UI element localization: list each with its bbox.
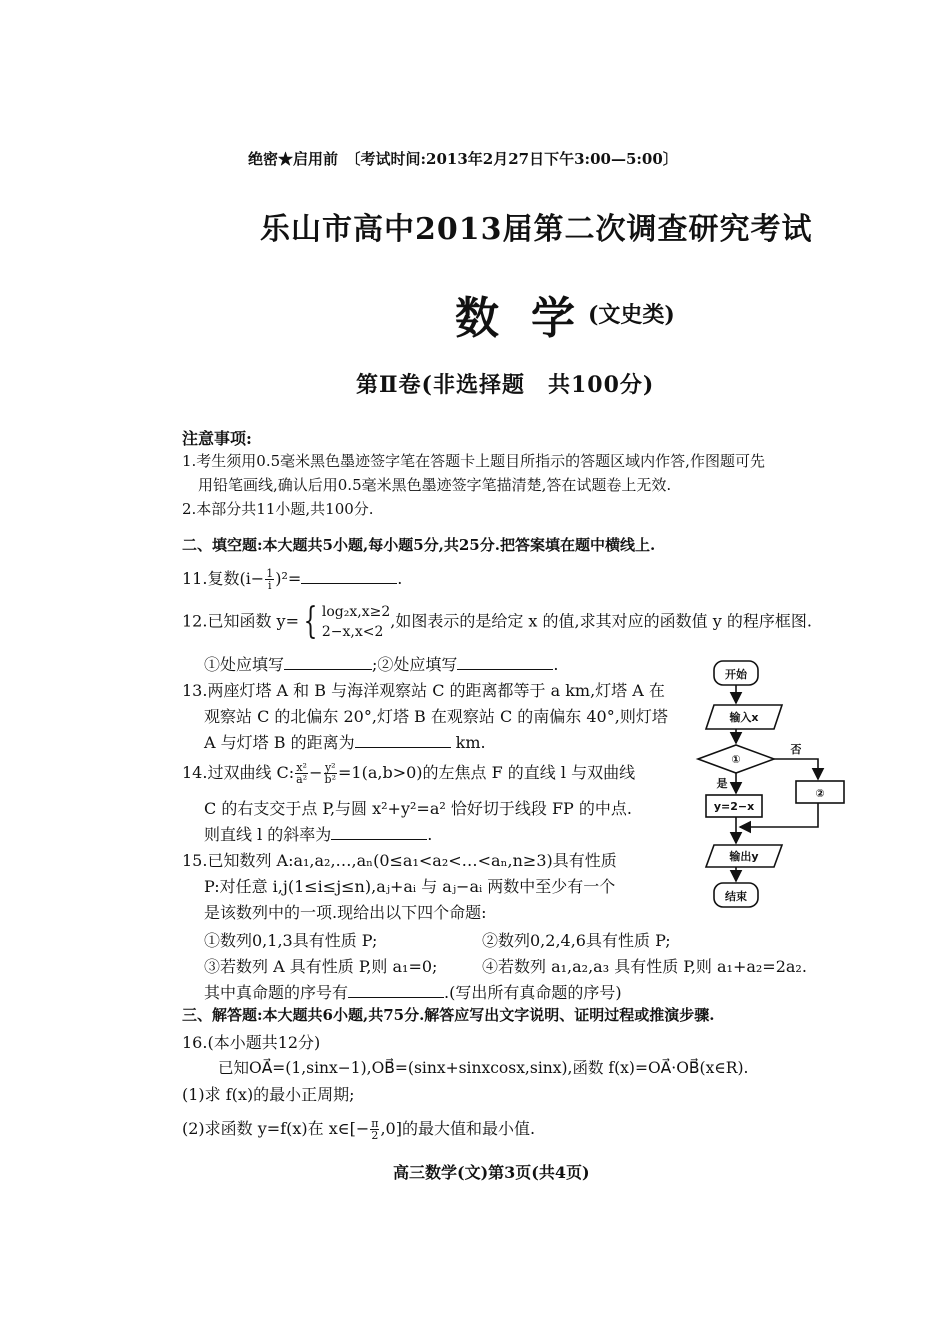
q15-line6b: .(写出所有真命题的序号) xyxy=(444,983,622,1002)
q12-blank-2[interactable] xyxy=(457,655,553,670)
flow-output-label: 输出y xyxy=(729,850,759,863)
q16-frac-num: π xyxy=(371,1117,379,1130)
question-12 xyxy=(182,602,812,642)
q12-case-2: 2−x,x<2 xyxy=(321,624,384,640)
q15-line6a: 其中真命题的序号有 xyxy=(204,983,349,1002)
exam-title: 乐山市高中2013届第二次调查研究考试 xyxy=(260,212,813,247)
flow-left-box-label: y=2−x xyxy=(713,800,755,813)
q14-answer-blank[interactable] xyxy=(331,825,427,840)
flow-yes-label: 是 xyxy=(716,777,728,790)
q14-line3a: 则直线 l 的斜率为 xyxy=(204,825,332,844)
q14-minus: − xyxy=(309,763,323,782)
subject-subtitle: (文史类) xyxy=(588,302,675,328)
notice-item-1a: 1.考生须用0.5毫米黑色墨迹签字笔在答题卡上题目所指示的答题区域内作答,作图题可先 xyxy=(182,452,765,470)
notice-item-2: 2.本部分共11小题,共100分. xyxy=(182,500,374,518)
q14-frac1-den: a² xyxy=(296,773,308,786)
question-16-line3: (1)求 f(x)的最小正周期; xyxy=(182,1085,355,1104)
q13-line3b: km. xyxy=(455,733,486,752)
subject-title: 数学 xyxy=(455,293,607,344)
question-15-line2: P:对任意 i,j(1≤i≤j≤n),aⱼ+aᵢ 与 aⱼ−aᵢ 两数中至少有一个 xyxy=(204,877,616,896)
flow-no-label: 否 xyxy=(790,743,802,756)
q15-option-3: ③若数列 A 具有性质 P,则 a₁=0; xyxy=(204,957,438,976)
question-11 xyxy=(182,566,402,591)
section3-heading: 三、解答题:本大题共6小题,共75分.解答应写出文字说明、证明过程或推演步骤. xyxy=(182,1006,715,1024)
q12-cases xyxy=(322,602,390,642)
section2-heading: 二、填空题:本大题共5小题,每小题5分,共25分.把答案填在题中横线上. xyxy=(182,536,656,554)
question-16-line4 xyxy=(182,1116,535,1141)
q12-line2c: . xyxy=(553,655,559,674)
q14-frac2-den: b² xyxy=(324,773,336,786)
q13-answer-blank[interactable] xyxy=(355,733,451,748)
q12-line2b: ;②处应填写 xyxy=(372,655,458,674)
question-15-line6 xyxy=(204,980,622,1003)
q12-blank-1[interactable] xyxy=(284,655,372,670)
q12-prefix: 12.已知函数 y= xyxy=(182,611,299,631)
flow-right-box-label: ② xyxy=(815,787,825,800)
question-15-line1: 15.已知数列 A:a₁,a₂,…,aₙ(0≤a₁<a₂<…<aₙ,n≥3)具有性质 xyxy=(182,851,617,870)
q11-fraction xyxy=(265,568,274,591)
question-14-line1 xyxy=(182,760,635,785)
question-14-line2: C 的右支交于点 P,与圆 x²+y²=a² 恰好切于线段 FP 的中点. xyxy=(204,799,632,818)
q12-case-1: log₂x,x≥2 xyxy=(321,604,391,620)
q11-frac-den: i xyxy=(267,579,272,592)
confidential-line: 绝密★启用前 〔考试时间:2013年2月27日下午3:00—5:00〕 xyxy=(248,150,678,168)
question-13-line3 xyxy=(204,730,486,753)
q14-prefix: 14.过双曲线 C: xyxy=(182,763,295,782)
part-title: 第Ⅱ卷(非选择题 共100分) xyxy=(356,372,655,398)
notice-title: 注意事项: xyxy=(182,429,252,448)
q16-line4a: (2)求函数 y=f(x)在 x∈[− xyxy=(182,1119,370,1138)
q11-end: . xyxy=(397,569,403,588)
q16-frac-den: 2 xyxy=(371,1129,379,1142)
question-13-line1: 13.两座灯塔 A 和 B 与海洋观察站 C 的距离都等于 a km,灯塔 A 在 xyxy=(182,681,665,700)
q15-answer-blank[interactable] xyxy=(348,983,444,998)
q12-line2a: ①处应填写 xyxy=(204,655,285,674)
question-16-line1: 16.(本小题共12分) xyxy=(182,1033,321,1052)
question-15-line3: 是该数列中的一项.现给出以下四个命题: xyxy=(204,903,487,922)
flowchart xyxy=(690,655,870,915)
q16-fraction xyxy=(370,1118,379,1141)
q14-frac1-num: x² xyxy=(296,761,307,774)
q11-prefix: 11.复数(i− xyxy=(182,569,265,588)
q12-suffix: ,如图表示的是给定 x 的值,求其对应的函数值 y 的程序框图. xyxy=(390,611,812,631)
q14-line3b: . xyxy=(427,825,433,844)
q11-suffix: )²= xyxy=(275,569,302,588)
q15-option-4: ④若数列 a₁,a₂,a₃ 具有性质 P,则 a₁+a₂=2a₂. xyxy=(482,957,807,976)
question-14-line3 xyxy=(204,822,432,845)
q12-brace: { xyxy=(303,601,318,642)
flow-start-label: 开始 xyxy=(725,668,747,681)
question-13-line2: 观察站 C 的北偏东 20°,灯塔 B 在观察站 C 的南偏东 40°,则灯塔 xyxy=(204,707,668,726)
notice-item-1b: 用铅笔画线,确认后用0.5毫米黑色墨迹签字笔描清楚,答在试题卷上无效. xyxy=(198,476,672,494)
q14-fraction-1 xyxy=(295,762,308,785)
question-16-line2: 已知OA⃗=(1,sinx−1),OB⃗=(sinx+sinxcosx,sinx),函数 f(x)=OA⃗·OB⃗(x∈R). xyxy=(218,1059,749,1077)
flow-end-label: 结束 xyxy=(725,890,747,903)
question-12-blanks xyxy=(204,652,559,675)
q14-suffix: =1(a,b>0)的左焦点 F 的直线 l 与双曲线 xyxy=(338,763,636,782)
q15-option-2: ②数列0,2,4,6具有性质 P; xyxy=(482,931,671,950)
flow-condition-label: ① xyxy=(731,753,741,766)
q11-frac-num: 1 xyxy=(266,567,274,580)
page-footer: 高三数学(文)第3页(共4页) xyxy=(393,1163,590,1182)
q16-line4b: ,0]的最大值和最小值. xyxy=(380,1119,536,1138)
q11-answer-blank[interactable] xyxy=(301,569,397,584)
q14-frac2-num: y² xyxy=(324,761,336,774)
flow-input-label: 输入x xyxy=(729,711,759,724)
q15-option-1: ①数列0,1,3具有性质 P; xyxy=(204,931,378,950)
q14-fraction-2 xyxy=(324,762,337,785)
q13-line3a: A 与灯塔 B 的距离为 xyxy=(204,733,355,752)
